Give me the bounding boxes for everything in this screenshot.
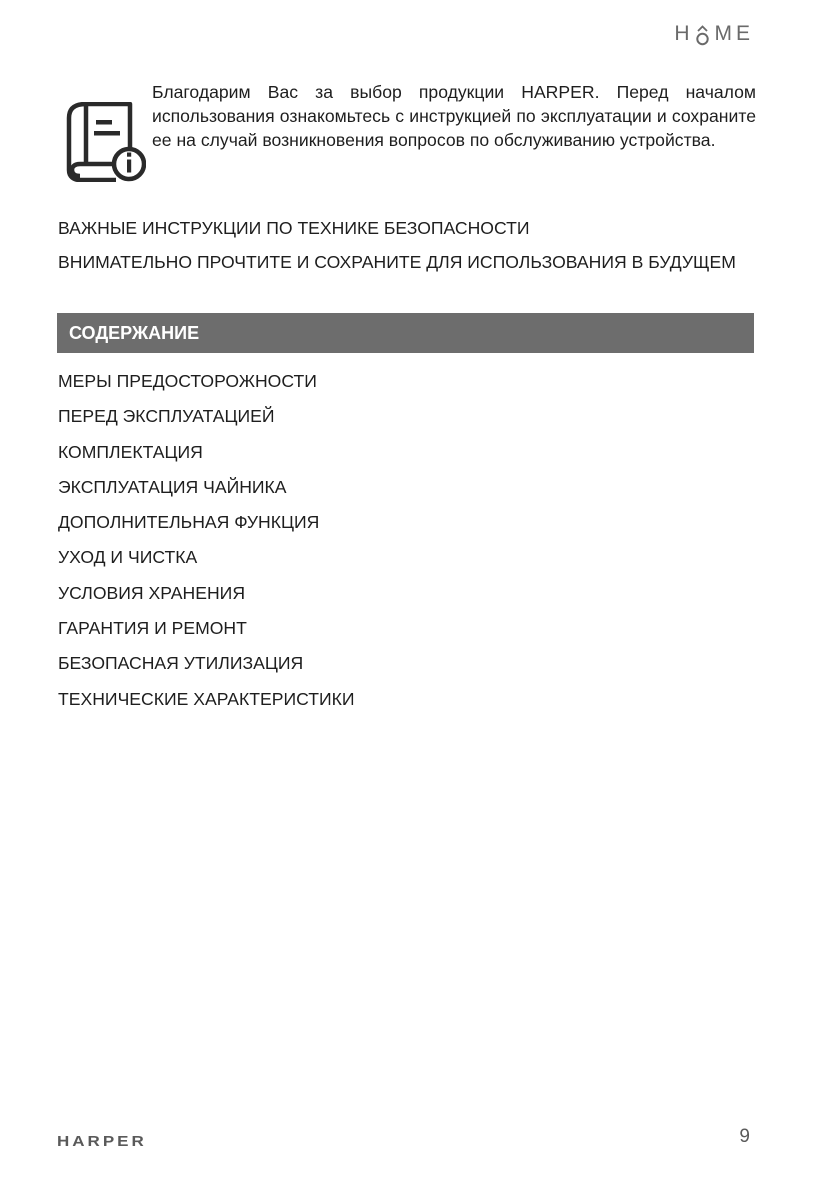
toc-item[interactable]: УСЛОВИЯ ХРАНЕНИЯ: [58, 582, 246, 603]
toc-header: СОДЕРЖАНИЕ: [57, 313, 754, 353]
toc-item[interactable]: КОМПЛЕКТАЦИЯ: [58, 441, 203, 462]
safety-notice: [58, 216, 758, 274]
toc-item[interactable]: МЕРЫ ПРЕДОСТОРОЖНОСТИ: [58, 371, 317, 391]
toc-list: [58, 369, 355, 722]
home-brand-logo: [674, 22, 754, 46]
home-logo-roof-o-icon: [694, 25, 711, 46]
toc-item[interactable]: БЕЗОПАСНАЯ УТИЛИЗАЦИЯ: [58, 653, 304, 674]
manual-info-icon: [66, 102, 146, 182]
safety-heading: ВАЖНЫЕ ИНСТРУКЦИИ ПО ТЕХНИКЕ БЕЗОПАСНОСТИ: [58, 218, 530, 238]
toc-item[interactable]: ГАРАНТИЯ И РЕМОНТ: [58, 618, 247, 639]
page-number: 9: [739, 1126, 750, 1147]
home-logo-letter-m: M: [714, 22, 736, 45]
toc-item[interactable]: ТЕХНИЧЕСКИЕ ХАРАКТЕРИСТИКИ: [58, 688, 355, 709]
toc-item[interactable]: ДОПОЛНИТЕЛЬНАЯ ФУНКЦИЯ: [58, 512, 320, 533]
toc-item[interactable]: ПЕРЕД ЭКСПЛУАТАЦИЕЙ: [58, 406, 275, 427]
safety-read-and-save: ВНИМАТЕЛЬНО ПРОЧТИТЕ И СОХРАНИТЕ ДЛЯ ИСПОЛЬЗОВАНИЯ В БУДУЩЕМ: [58, 252, 736, 272]
intro-section: [58, 80, 756, 152]
intro-paragraph: Благодарим Вас за выбор продукции HARPER. Перед началом использования ознакомьтесь с инструкцией по эксплуатации и сохраните ее на случай возникновения вопросов по обслуживанию устройства.: [152, 82, 756, 150]
harper-brand-logo: HARPER: [57, 1133, 147, 1150]
toc-item[interactable]: ЭКСПЛУАТАЦИЯ ЧАЙНИКА: [58, 476, 287, 497]
home-logo-letter-e: E: [735, 22, 754, 45]
toc-item[interactable]: УХОД И ЧИСТКА: [58, 547, 198, 568]
home-logo-letter-h: H: [674, 22, 694, 45]
